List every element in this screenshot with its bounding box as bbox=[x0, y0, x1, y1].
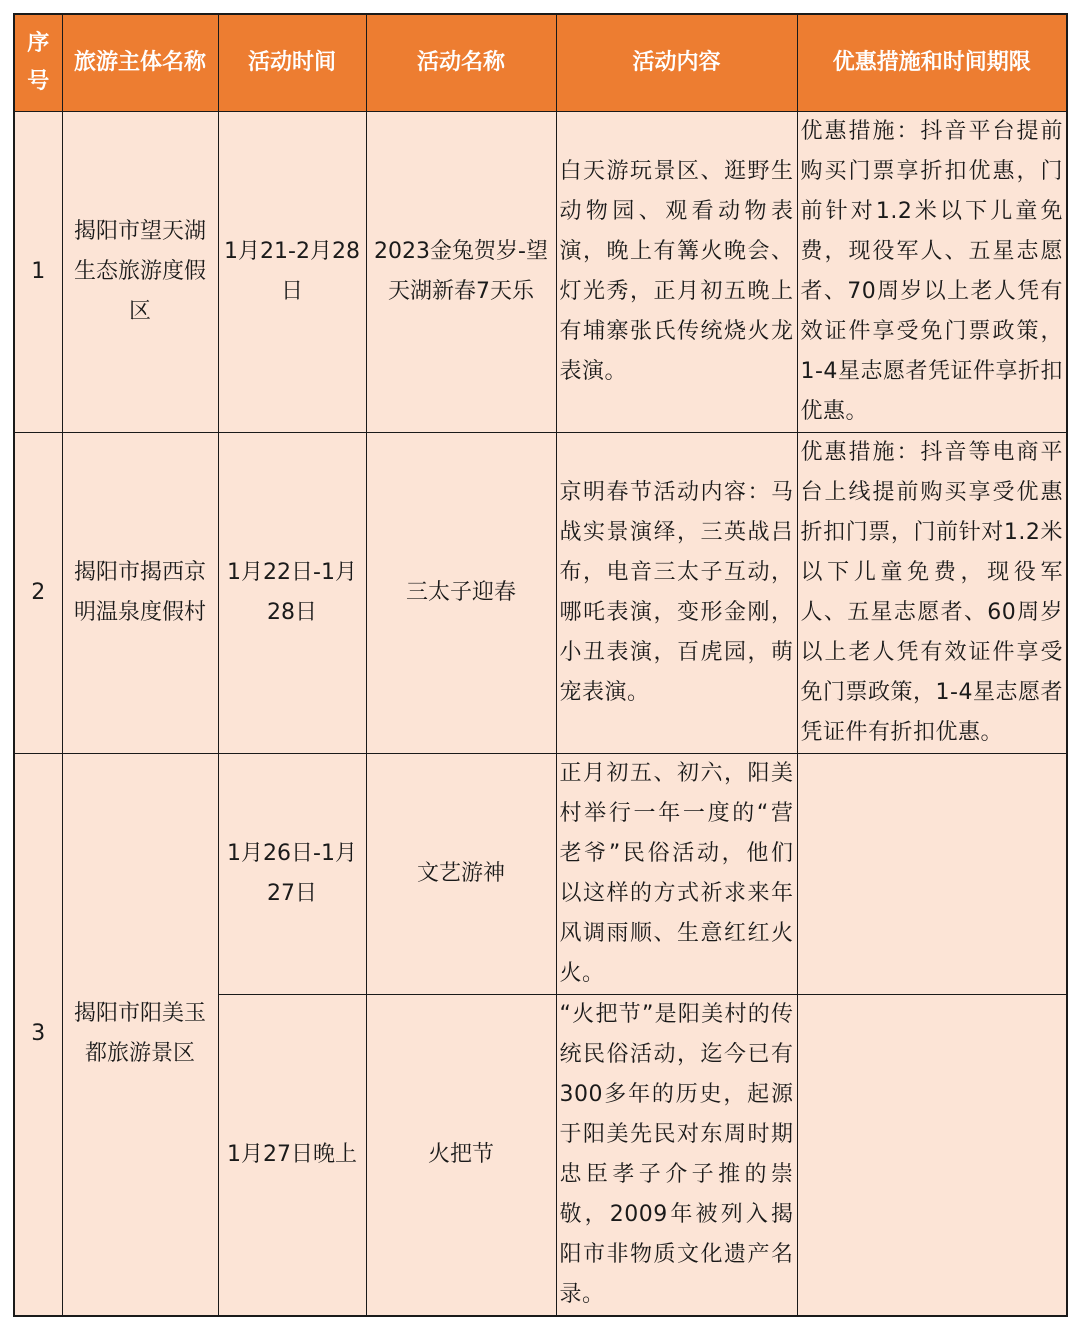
header-time: 活动时间 bbox=[218, 14, 366, 111]
activity-name-cell: 文艺游神 bbox=[366, 753, 556, 994]
table-body bbox=[14, 111, 1067, 1316]
row-index: 1 bbox=[14, 111, 62, 432]
time-cell: 1月22日-1月28日 bbox=[218, 432, 366, 753]
time-cell: 1月27日晚上 bbox=[218, 994, 366, 1316]
table-row bbox=[14, 432, 1067, 753]
offer-cell-empty bbox=[797, 753, 1067, 994]
activity-content-cell: “火把节”是阳美村的传统民俗活动，迄今已有300多年的历史，起源于阳美先民对东周时期忠臣孝子介子推的崇敬，2009年被列入揭阳市非物质文化遗产名录。 bbox=[556, 994, 797, 1316]
table-header bbox=[14, 14, 1067, 111]
events-table bbox=[13, 13, 1068, 1317]
offer-cell-empty bbox=[797, 994, 1067, 1316]
table-row bbox=[14, 111, 1067, 432]
header-organization: 旅游主体名称 bbox=[62, 14, 218, 111]
activity-content-cell: 正月初五、初六，阳美村举行一年一度的“营老爷”民俗活动，他们以这样的方式祈求来年风调雨顺、生意红红火火。 bbox=[556, 753, 797, 994]
activity-content-cell: 京明春节活动内容：马战实景演绎，三英战吕布，电音三太子互动，哪吒表演，变形金刚，小丑表演，百虎园，萌宠表演。 bbox=[556, 432, 797, 753]
activity-name-cell: 三太子迎春 bbox=[366, 432, 556, 753]
organization-cell: 揭阳市望天湖生态旅游度假区 bbox=[62, 111, 218, 432]
activity-name-cell: 2023金兔贺岁-望天湖新春7天乐 bbox=[366, 111, 556, 432]
time-cell: 1月21-2月28日 bbox=[218, 111, 366, 432]
activity-content-cell: 白天游玩景区、逛野生动物园、观看动物表演，晚上有篝火晚会、灯光秀，正月初五晚上有埔寨张氏传统烧火龙表演。 bbox=[556, 111, 797, 432]
table-row bbox=[14, 753, 1067, 994]
organization-cell: 揭阳市揭西京明温泉度假村 bbox=[62, 432, 218, 753]
row-index: 2 bbox=[14, 432, 62, 753]
header-index: 序号 bbox=[14, 14, 62, 111]
header-content: 活动内容 bbox=[556, 14, 797, 111]
organization-cell: 揭阳市阳美玉都旅游景区 bbox=[62, 753, 218, 1316]
header-row bbox=[14, 14, 1067, 111]
row-index: 3 bbox=[14, 753, 62, 1316]
activity-name-cell: 火把节 bbox=[366, 994, 556, 1316]
header-offer: 优惠措施和时间期限 bbox=[797, 14, 1067, 111]
offer-cell: 优惠措施：抖音等电商平台上线提前购买享受优惠折扣门票，门前针对1.2米以下儿童免费，现役军人、五星志愿者、60周岁以上老人凭有效证件享受免门票政策，1-4星志愿者凭证件有折扣优惠。 bbox=[797, 432, 1067, 753]
header-name: 活动名称 bbox=[366, 14, 556, 111]
time-cell: 1月26日-1月27日 bbox=[218, 753, 366, 994]
offer-cell: 优惠措施：抖音平台提前购买门票享折扣优惠，门前针对1.2米以下儿童免费，现役军人、五星志愿者、70周岁以上老人凭有效证件享受免门票政策，1-4星志愿者凭证件享折扣优惠。 bbox=[797, 111, 1067, 432]
